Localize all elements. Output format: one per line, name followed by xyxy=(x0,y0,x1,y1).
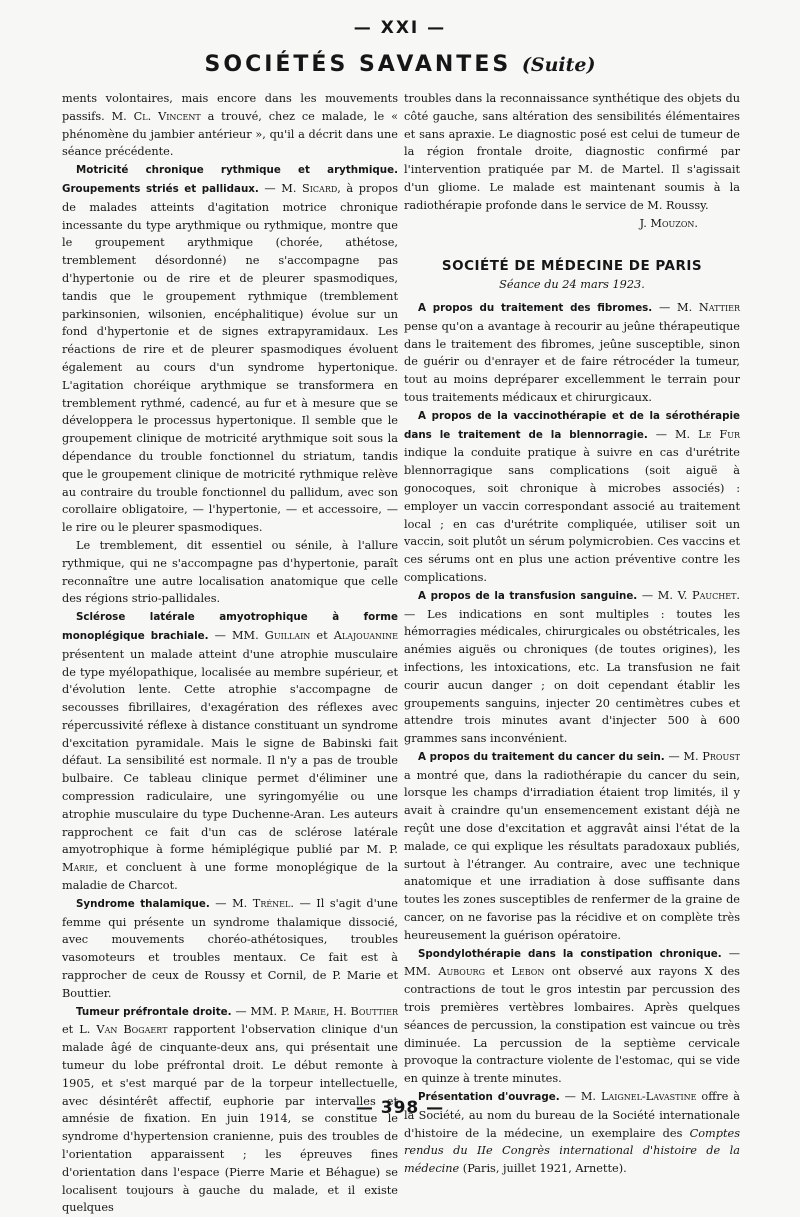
author-name: Van Bogaert xyxy=(96,1023,168,1037)
author-name: Marie xyxy=(293,1004,326,1018)
author-name: Alajouanine xyxy=(333,628,398,642)
page-header xyxy=(0,52,800,77)
section-heading: Spondylothérapie dans la constipation chronique. xyxy=(418,947,722,960)
book-title: Comptes rendus du IIe Congrès international d'histoire de la médecine xyxy=(404,1126,740,1176)
header-title: SOCIÉTÉS SAVANTES xyxy=(204,52,512,77)
author-name: Lebon xyxy=(511,965,545,979)
section-heading: Syndrome thalamique. xyxy=(76,897,210,910)
signature: J. Mouzon. xyxy=(639,216,698,230)
author-name: Cl. Vincent xyxy=(133,109,201,123)
author-name: Guillain xyxy=(264,628,311,642)
paragraph: A propos du traitement des fibromes. — M. Nattier pense qu'on a avantage à recourir au jeûne thérapeutique dans le traitement des fibromes, jeûne susceptible, sinon de guérir ou d'enrayer et de faire rétrocéder la tumeur, tout au moins depréparer excellemment le terrain pour tous traitements médicaux et chirurgicaux. xyxy=(404,300,740,404)
paragraph: Sclérose latérale amyotrophique à forme monoplégique brachiale. — MM. Guillain et Alajouanine présentent un malade atteint d'une atrophie musculaire de type myélopathique, localisée au membre supérieur, et d'évolution lente. Cette atrophie s'accompagne de secousses fibrillaires, d'exagération des réflexes avec répercussivité réflexe à distance constituant un syndrome d'excitation pyramidale. Mais le signe de Babinski fait défaut. La sensibilité est normale. Il n'y a pas de trouble bulbaire. Ce tableau clinique permet d'éliminer une compression radiculaire, une syringomyélie ou une atrophie musculaire du type Duchenne-Aran. Les auteurs rapprochent ce fait d'un cas de sclérose latérale amyotrophique à forme hémiplégique publié par M. P. Marie, et concluent à une forme monoplégique de la maladie de Charcot. xyxy=(62,611,398,893)
header-suite: (Suite) xyxy=(521,54,596,76)
paragraph: A propos de la vaccinothérapie et de la sérothérapie dans le traitement de la blennorragie. — M. Le Fur indique la conduite pratique à suivre en cas d'urétrite blennorragique sans complications (soit aiguë à gonocoques, soit chronique à microbes associés) : employer un vaccin correspondant associé au traitement local ; en cas d'urétrite compliquée, utiliser soit un vaccin, soit plutôt un sérum polymicrobien. Ces vaccins et ces sérums ont en plus une action préventive contre les complications. xyxy=(404,409,740,584)
session-date: Séance du 24 mars 1923. xyxy=(499,278,645,292)
section-heading: A propos du traitement des fibromes. xyxy=(418,301,653,314)
author-name: Le Fur xyxy=(698,427,740,441)
section-heading: Motricité chronique rythmique et arythmique. Groupements striés et pallidaux. xyxy=(62,164,398,195)
author-name: Marie xyxy=(62,861,95,875)
paragraph: troubles dans la reconnaissance synthétique des objets du côté gauche, sans altération des sensibilités élémentaires et sans apraxie. Le diagnostic posé est celui de tumeur de la région frontale droite, diagnostic confirmé par l'intervention pratiquée par M. de Martel. Il s'agissait d'un gliome. Le malade est maintenant soumis à la radiothérapie profonde dans le service de M. Roussy. xyxy=(404,92,740,212)
section-heading: Sclérose latérale amyotrophique à forme monoplégique brachiale. xyxy=(62,611,398,642)
author-name: Proust xyxy=(702,749,741,763)
author-name: Bouttier xyxy=(350,1004,398,1018)
author-name: Sicard xyxy=(302,181,338,195)
paragraph: Motricité chronique rythmique et arythmique. Groupements striés et pallidaux. — M. Sicard, à propos de malades atteints d'agitation motrice chronique incessante du type arythmique ou rythmique, montre que le groupement arythmique (chorée, athétose, tremblement désordonné) ne s'accompagne pas d'hypertonie ou de rire et de pleurer spasmodiques, tandis que le groupement rythmique (tremblement parkinsonien, wilsonien, encéphalitique) évolue sur un fond d'hypertonie et de signes extrapyramidaux. Les réactions de rire et de pleurer spasmodiques évoluent également au cours d'un syndrome hypertonique. L'agitation choréique arythmique se transformera en tremblement rythmé, cadencé, au fur et à mesure que se développera le processus hypertonique. Il semble que le groupement clinique de motricité arythmique soit sous la dépendance du trouble fonctionnel du striatum, tandis que le groupement clinique de motricité rythmique relève au contraire du trouble fonctionnel du pallidum, avec son corollaire obligatoire, — l'hypertonie, — et accessoire, — le rire ou le pleurer spasmodiques. xyxy=(62,164,398,535)
section-heading: Tumeur préfrontale droite. xyxy=(76,1005,232,1018)
paragraph: Tumeur préfrontale droite. — MM. P. Marie, H. Bouttier et L. Van Bogaert rapportent l'observation clinique d'un malade âgé de cinquante-deux ans, qui présentait une tumeur du lobe préfrontal droit. Le début remonte à 1905, et s'est marqué par de la torpeur intellectuelle, avec désintérêt affectif, euphorie par intervalles et amnésie de fixation. En juin 1914, se constitue le syndrome d'hypertension cranienne, puis des troubles de l'orientation apparaissent ; les épreuves fines d'orientation dans l'espace (Pierre Marie et Béhague) se localisent toujours à gauche du malade, et il existe quelques xyxy=(62,1004,398,1215)
paragraph: Spondylothérapie dans la constipation chronique. — MM. Aubourg et Lebon ont observé aux rayons X des contractions de tout le gros intestin par percussion des trois premières vertèbres lombaires. Après quelques séances de percussion, la constipation est vaincue ou très diminuée. La percussion de la septième cervicale provoque la contracture violente de l'estomac, qui se vide en quinze à trente minutes. xyxy=(404,946,740,1086)
author-name: Pauchet xyxy=(692,588,737,602)
paragraph: Syndrome thalamique. — M. Trénel. — Il s'agit d'une femme qui présente un syndrome thalamique dissocié, avec mouvements choréo-athétosiques, troubles vasomoteurs et troubles mentaux. Ce fait est à rapprocher de ceux de Roussy et Cornil, de P. Marie et Bouttier. xyxy=(62,896,398,1000)
section-heading: A propos du traitement du cancer du sein. xyxy=(418,750,665,763)
left-column xyxy=(62,90,398,1217)
page-number-roman: — XXI — xyxy=(353,18,447,38)
paragraph: ments volontaires, mais encore dans les mouvements passifs. M. Cl. Vincent a trouvé, chez ce malade, le « phénomène du jambier antérieur », qu'il a décrit dans une séance précédente. xyxy=(62,92,398,159)
author-name: Trénel xyxy=(252,896,291,910)
paragraph: Présentation d'ouvrage. — M. Laignel-Lavastine offre à la Société, au nom du bureau de la Société internationale d'histoire de la médecine, un exemplaire des Comptes rendus du IIe Congrès international d'histoire de la médecine (Paris, juillet 1921, Arnette). xyxy=(404,1090,741,1176)
paragraph: A propos de la transfusion sanguine. — M. V. Pauchet. — Les indications en sont multiples : toutes les hémorragies médicales, chirurgicales ou obstétricales, les anémies aiguës ou chroniques (de toutes origines), les infections, les intoxications, etc. La transfusion ne fait courir aucun danger ; on doit cependant établir les groupements sanguins, injecter 20 centimètres cubes et attendre trois minutes avant d'injecter 500 à 600 grammes sans inconvénient. xyxy=(404,588,741,746)
section-heading: A propos de la transfusion sanguine. xyxy=(418,589,638,602)
author-name: Laignel-Lavastine xyxy=(600,1090,697,1104)
paragraph: A propos du traitement du cancer du sein. — M. Proust a montré que, dans la radiothérapie du cancer du sein, lorsque les champs d'irradiation étaient trop limités, il y avait à craindre qu'un ensemencement existant déjà ne reçût une dose d'excitation et aggravât ainsi l'état de la malade, ce qui explique les résultats paradoxaux publiés, surtout à l'étranger. Au contraire, avec une technique anatomique et une irradiation à dose suffisante dans toutes les zones susceptibles de renfermer de la graine de cancer, on ne favorise pas la récidive et on complète très heureusement la guérison opératoire. xyxy=(404,749,741,942)
section-heading: A propos de la vaccinothérapie et de la sérothérapie dans le traitement de la blennorragie. xyxy=(404,409,740,441)
section-heading: Présentation d'ouvrage. xyxy=(418,1091,560,1104)
page-number: — 398 — xyxy=(355,1098,445,1118)
author-name: Nattier xyxy=(698,300,740,314)
paragraph: Le tremblement, dit essentiel ou sénile, à l'allure rythmique, qui ne s'accompagne pas d'hypertonie, paraît reconnaître une autre localisation anatomique que celle des régions strio-pallidales. xyxy=(62,538,398,606)
author-name: Aubourg xyxy=(438,965,485,979)
section-title: SOCIÉTÉ DE MÉDECINE DE PARIS xyxy=(441,258,703,275)
right-column xyxy=(404,90,740,1178)
